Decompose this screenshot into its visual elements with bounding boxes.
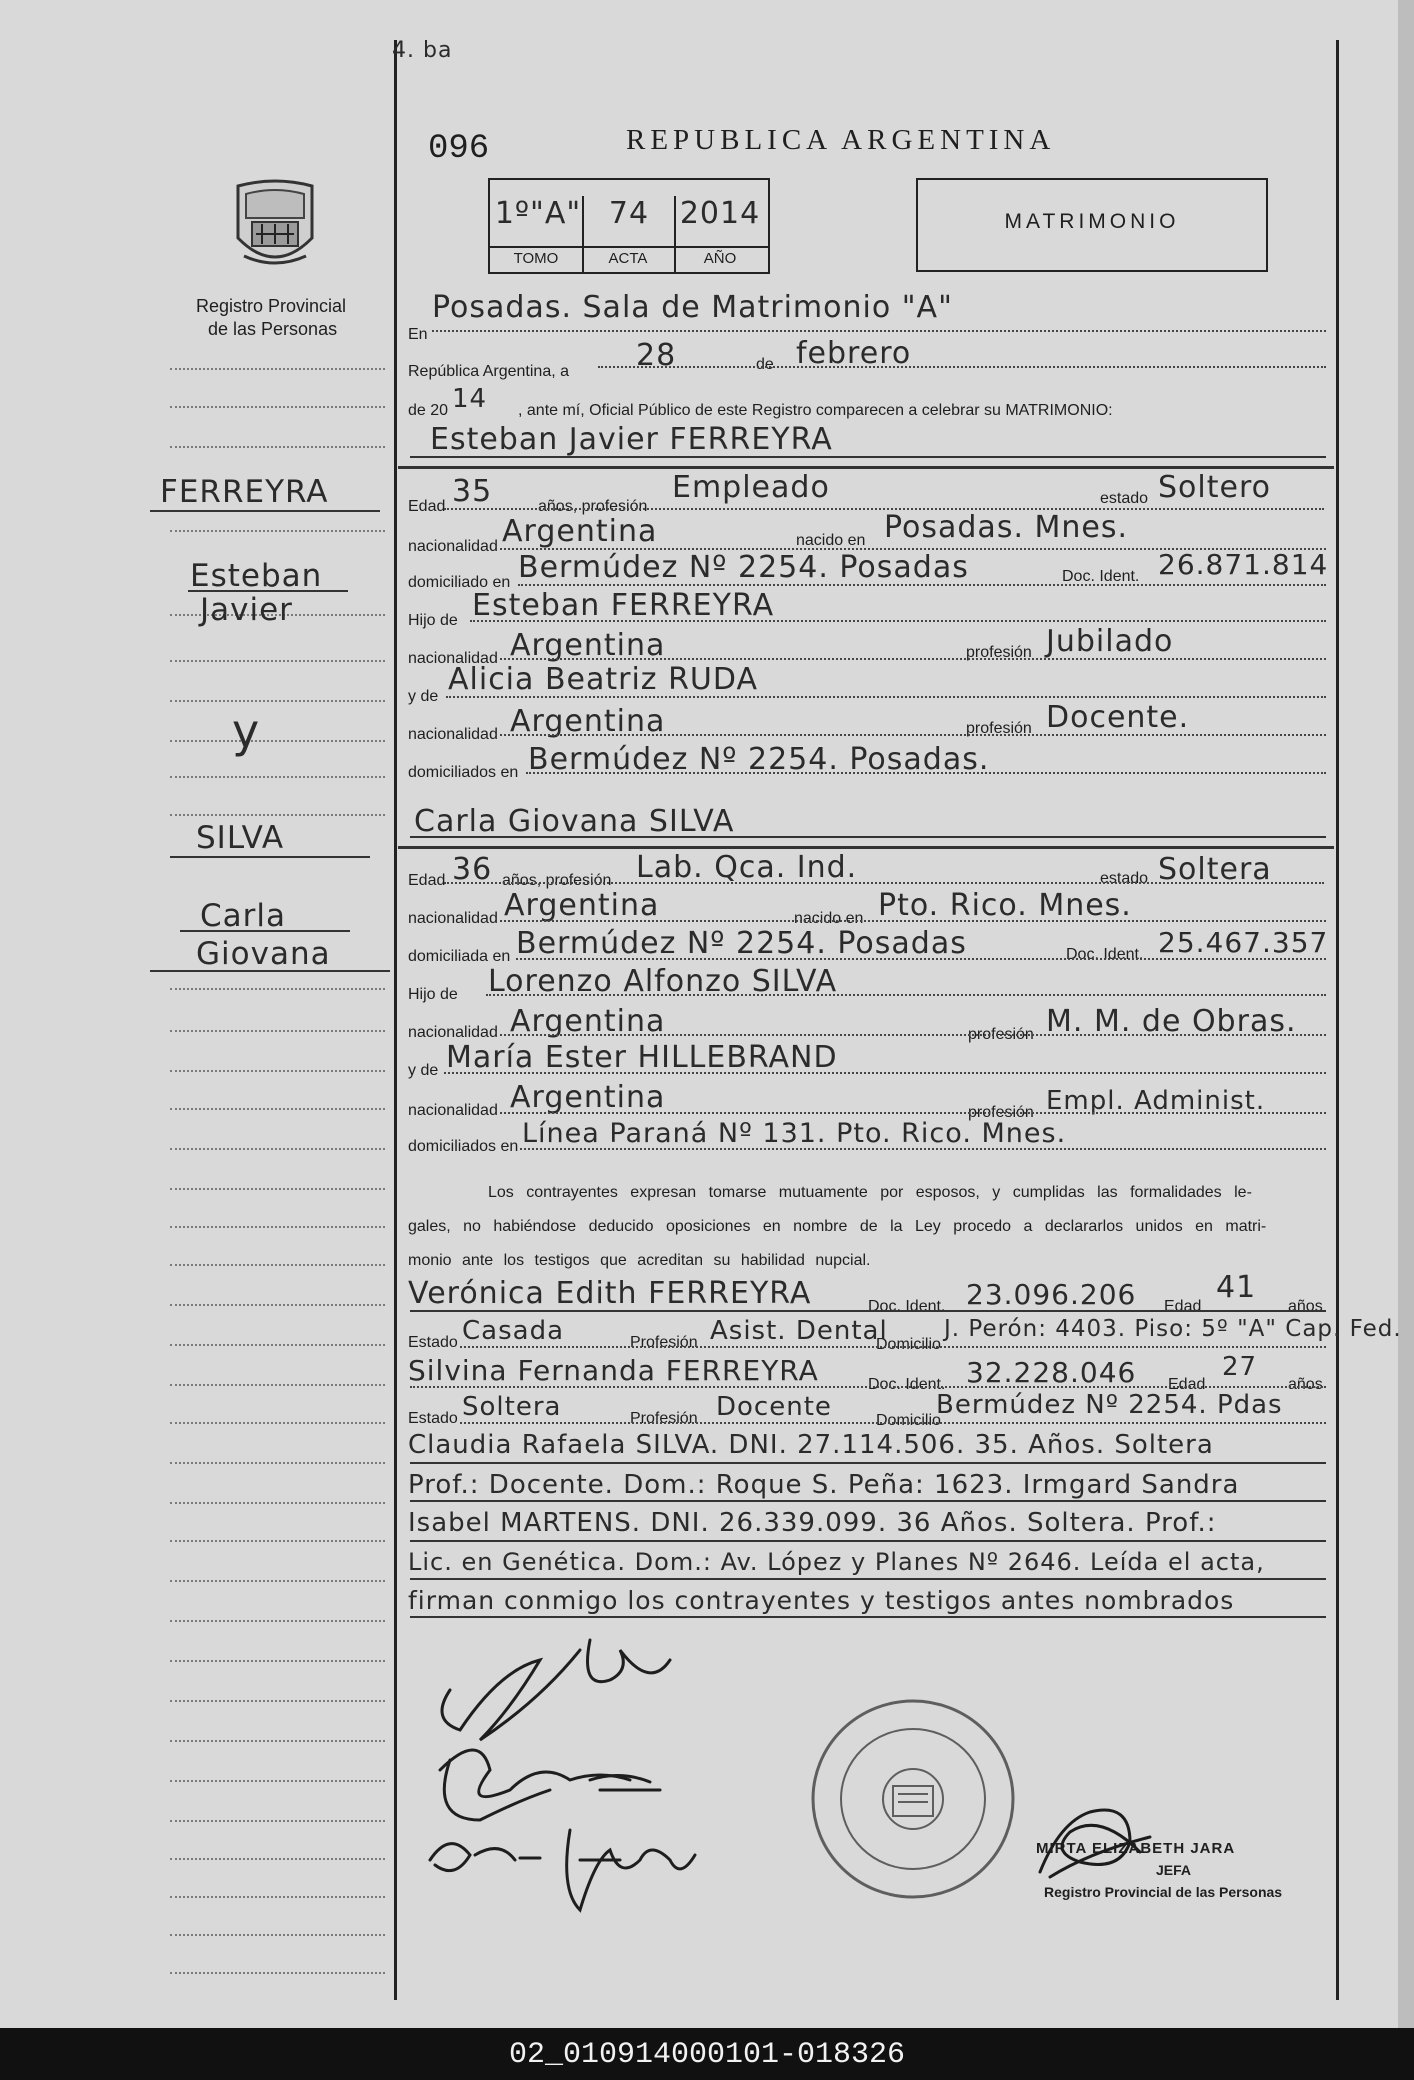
spouse1-father-profession: Jubilado bbox=[1046, 624, 1174, 659]
label-nacionalidad: nacionalidad bbox=[408, 538, 498, 555]
fill-line bbox=[486, 994, 1326, 996]
label-doc: Doc. Ident. bbox=[1066, 946, 1144, 963]
spouse1-address: Bermúdez Nº 2254. Posadas bbox=[518, 550, 969, 585]
margin-underline bbox=[180, 930, 350, 932]
margin-rule bbox=[170, 1226, 385, 1228]
fill-line bbox=[526, 772, 1326, 774]
witness2-name: Silvina Fernanda FERREYRA bbox=[408, 1354, 819, 1387]
margin-rule bbox=[170, 1384, 385, 1386]
acta-label: ACTA bbox=[608, 250, 648, 267]
official-title: JEFA bbox=[1156, 1862, 1192, 1878]
witness-extra-line2: Prof.: Docente. Dom.: Roque S. Peña: 1623. Irmgard Sandra bbox=[408, 1470, 1240, 1500]
fill-line bbox=[410, 1462, 1326, 1464]
label-en: En bbox=[408, 326, 428, 343]
spouse2-nationality: Argentina bbox=[504, 888, 660, 923]
spouse2-mother-nationality: Argentina bbox=[510, 1080, 666, 1115]
spouse1-civil-status: Soltero bbox=[1158, 470, 1271, 505]
margin-rule bbox=[170, 530, 385, 532]
margin-conjunction: y bbox=[232, 704, 261, 758]
label-year-prefix: de 20 bbox=[408, 402, 449, 419]
record-reference-box bbox=[488, 178, 770, 274]
fill-line bbox=[500, 658, 1326, 660]
witness2-profession: Docente bbox=[716, 1392, 832, 1422]
label-comparecen: , ante mí, Oficial Público de este Registro comparecen a celebrar su MATRIMONIO: bbox=[518, 402, 1113, 419]
witness1-address: J. Perón: 4403. Piso: 5º "A" Cap. Fed. bbox=[944, 1316, 1402, 1342]
spouse1-mother: Alicia Beatriz RUDA bbox=[448, 662, 758, 697]
page-mark: 4. ba bbox=[392, 38, 453, 63]
witness2-doc: 32.228.046 bbox=[966, 1356, 1137, 1389]
margin-rule bbox=[170, 446, 385, 448]
label-profesion: profesión bbox=[966, 720, 1032, 737]
spouse2-father: Lorenzo Alfonzo SILVA bbox=[488, 964, 838, 999]
margin-rule bbox=[170, 1780, 385, 1782]
ceremony-month: febrero bbox=[796, 336, 912, 371]
fill-line bbox=[444, 882, 1324, 884]
margin-underline bbox=[170, 856, 370, 858]
margin-spouse2-surname: SILVA bbox=[196, 820, 285, 856]
margin-rule bbox=[170, 1304, 385, 1306]
fill-line bbox=[500, 920, 1326, 922]
witness-extra-line4: Lic. en Genética. Dom.: Av. López y Planes Nº 2646. Leída el acta, bbox=[408, 1548, 1265, 1576]
declaration-line1: Los contrayentes expresan tomarse mutuamente por esposos, y cumplidas las formalidades le- bbox=[488, 1184, 1252, 1201]
witness2-status: Soltera bbox=[462, 1392, 562, 1422]
official-seal-stamp bbox=[808, 1696, 1018, 1902]
country-title: REPUBLICA ARGENTINA bbox=[626, 124, 1056, 156]
declaration-line3: monio ante los testigos que acreditan su habilidad nupcial. bbox=[408, 1252, 871, 1269]
official-signature bbox=[1020, 1782, 1160, 1892]
label-anos: años bbox=[1288, 1376, 1323, 1393]
label-doc: Doc. Ident. bbox=[868, 1298, 946, 1315]
label-edad: Edad bbox=[1168, 1376, 1206, 1393]
official-name: MIRTA ELIZABETH JARA bbox=[1036, 1840, 1236, 1857]
spouse1-nationality: Argentina bbox=[502, 514, 658, 549]
label-doc: Doc. Ident. bbox=[868, 1376, 946, 1393]
margin-rule bbox=[170, 1540, 385, 1542]
fill-line bbox=[410, 1616, 1326, 1618]
margin-divider-line bbox=[394, 40, 397, 2000]
spouse1-father: Esteban FERREYRA bbox=[472, 588, 775, 623]
margin-rule bbox=[170, 1108, 385, 1110]
image-identifier: 02_010914000101-018326 bbox=[508, 2038, 906, 2072]
spouse1-father-nationality: Argentina bbox=[510, 628, 666, 663]
handwritten-signatures bbox=[420, 1630, 740, 1920]
label-anos-profesion: años, profesión bbox=[538, 498, 648, 515]
margin-underline bbox=[150, 970, 390, 972]
label-profesion: Profesión bbox=[630, 1410, 698, 1427]
fill-line bbox=[518, 584, 1326, 586]
act-type-box bbox=[916, 178, 1268, 272]
ceremony-day: 28 bbox=[636, 338, 677, 373]
coat-of-arms-logo bbox=[230, 178, 320, 278]
fill-line bbox=[410, 1540, 1326, 1542]
margin-rule bbox=[170, 1934, 385, 1936]
witness2-age: 27 bbox=[1222, 1352, 1258, 1382]
label-edad: Edad bbox=[408, 872, 446, 889]
margin-rule bbox=[170, 1700, 385, 1702]
fill-line bbox=[444, 1072, 1326, 1074]
ceremony-year: 14 bbox=[452, 384, 488, 414]
spouse1-full-name: Esteban Javier FERREYRA bbox=[430, 422, 833, 457]
label-domiciliada: domiciliada en bbox=[408, 948, 511, 965]
spouse2-mother: María Ester HILLEBRAND bbox=[446, 1040, 838, 1075]
witness-extra-line1: Claudia Rafaela SILVA. DNI. 27.114.506. 35. Años. Soltera bbox=[408, 1430, 1214, 1460]
spouse2-father-profession: M. M. de Obras. bbox=[1046, 1004, 1297, 1039]
label-profesion: profesión bbox=[968, 1104, 1034, 1121]
witness1-name: Verónica Edith FERREYRA bbox=[408, 1276, 812, 1311]
label-doc: Doc. Ident. bbox=[1062, 568, 1140, 585]
label-anos-profesion: años, profesión bbox=[502, 872, 612, 889]
witness1-doc: 23.096.206 bbox=[966, 1278, 1137, 1311]
spouse2-full-name: Carla Giovana SILVA bbox=[414, 804, 735, 839]
witness1-status: Casada bbox=[462, 1316, 565, 1346]
label-edad: Edad bbox=[1164, 1298, 1202, 1315]
margin-rule bbox=[170, 1188, 385, 1190]
margin-underline bbox=[150, 510, 380, 512]
label-estado: Estado bbox=[408, 1410, 458, 1427]
label-hijo: Hijo de bbox=[408, 612, 458, 629]
margin-rule bbox=[170, 1896, 385, 1898]
margin-rule bbox=[170, 814, 385, 816]
label-y-de: y de bbox=[408, 688, 439, 705]
margin-rule bbox=[170, 1580, 385, 1582]
label-nacido: nacido en bbox=[794, 910, 864, 927]
label-nacionalidad: nacionalidad bbox=[408, 1024, 498, 1041]
label-anos: años bbox=[1288, 1298, 1323, 1315]
margin-rule bbox=[170, 700, 385, 702]
label-nacido: nacido en bbox=[796, 532, 866, 549]
margin-spouse1-surname: FERREYRA bbox=[160, 474, 329, 510]
margin-rule bbox=[170, 776, 385, 778]
fill-line bbox=[410, 1500, 1326, 1502]
fill-line bbox=[460, 1346, 1326, 1348]
margin-spouse1-name1: Esteban bbox=[190, 558, 323, 594]
margin-rule bbox=[170, 1422, 385, 1424]
label-nacionalidad: nacionalidad bbox=[408, 650, 498, 667]
acta-value: 74 bbox=[608, 196, 650, 231]
label-republica: República Argentina, a bbox=[408, 363, 569, 380]
label-profesion: profesión bbox=[968, 1026, 1034, 1043]
section-divider bbox=[398, 846, 1334, 849]
record-box-divider bbox=[490, 246, 768, 248]
spouse1-profession: Empleado bbox=[672, 470, 830, 505]
spouse2-parents-address: Línea Paraná Nº 131. Pto. Rico. Mnes. bbox=[522, 1118, 1067, 1149]
registry-name-line2: de las Personas bbox=[208, 319, 338, 339]
spouse2-birthplace: Pto. Rico. Mnes. bbox=[878, 888, 1132, 923]
fill-line bbox=[410, 1386, 1326, 1388]
spouse1-mother-profession: Docente. bbox=[1046, 700, 1190, 735]
tomo-label: TOMO bbox=[513, 250, 559, 267]
margin-rule bbox=[170, 1740, 385, 1742]
margin-spouse2-name2: Giovana bbox=[196, 936, 331, 972]
act-type-label: MATRIMONIO bbox=[1004, 210, 1180, 233]
spouse2-profession: Lab. Qca. Ind. bbox=[636, 850, 858, 885]
right-border-line bbox=[1336, 40, 1339, 2000]
label-y-de: y de bbox=[408, 1062, 439, 1079]
anio-label: AÑO bbox=[703, 250, 737, 267]
margin-rule bbox=[170, 660, 385, 662]
margin-rule bbox=[170, 1820, 385, 1822]
label-hijo: Hijo de bbox=[408, 986, 458, 1003]
fill-line bbox=[500, 734, 1326, 736]
margin-spouse1-name2: Javier bbox=[200, 592, 293, 628]
spouse2-doc: 25.467.357 bbox=[1158, 926, 1329, 959]
label-edad: Edad bbox=[408, 498, 446, 515]
label-nacionalidad: nacionalidad bbox=[408, 910, 498, 927]
label-domiciliados: domiciliados en bbox=[408, 764, 519, 781]
margin-spouse2-name1: Carla bbox=[200, 898, 286, 934]
folio-number: 096 bbox=[428, 130, 490, 168]
label-estado: estado bbox=[1100, 870, 1149, 887]
tomo-value: 1º"A" bbox=[494, 196, 582, 231]
margin-rule bbox=[170, 1462, 385, 1464]
margin-rule bbox=[170, 1344, 385, 1346]
fill-line bbox=[500, 1034, 1326, 1036]
witness2-address: Bermúdez Nº 2254. Pdas bbox=[936, 1390, 1283, 1420]
label-domicilio: Domicilio bbox=[876, 1336, 941, 1353]
label-de: de bbox=[756, 356, 774, 373]
official-office: Registro Provincial de las Personas bbox=[1044, 1884, 1283, 1900]
witness-extra-line5: firman conmigo los contrayentes y testigos antes nombrados bbox=[408, 1586, 1235, 1615]
fill-line bbox=[598, 366, 1326, 368]
fill-line bbox=[410, 1578, 1326, 1580]
spouse2-civil-status: Soltera bbox=[1158, 852, 1272, 887]
spouse2-father-nationality: Argentina bbox=[510, 1004, 666, 1039]
label-nacionalidad: nacionalidad bbox=[408, 1102, 498, 1119]
spouse2-mother-profession: Empl. Administ. bbox=[1046, 1086, 1266, 1116]
fill-line bbox=[410, 836, 1326, 838]
spouse1-parents-address: Bermúdez Nº 2254. Posadas. bbox=[528, 742, 990, 777]
fill-line bbox=[470, 620, 1326, 622]
spouse2-address: Bermúdez Nº 2254. Posadas bbox=[516, 926, 967, 961]
fill-line bbox=[410, 456, 1326, 458]
margin-rule bbox=[170, 1972, 385, 1974]
label-profesion: profesión bbox=[966, 644, 1032, 661]
spouse1-age: 35 bbox=[452, 474, 493, 509]
right-page-edge bbox=[1398, 0, 1414, 2028]
fill-line bbox=[410, 1310, 1326, 1312]
margin-rule bbox=[170, 988, 385, 990]
margin-rule bbox=[170, 368, 385, 370]
witness1-profession: Asist. Dental bbox=[710, 1316, 888, 1346]
section-divider bbox=[398, 466, 1334, 469]
margin-rule bbox=[170, 406, 385, 408]
fill-line bbox=[460, 1422, 1326, 1424]
fill-line bbox=[516, 958, 1326, 960]
anio-value: 2014 bbox=[679, 196, 761, 231]
witness1-age: 41 bbox=[1216, 1270, 1257, 1305]
fill-line bbox=[500, 1112, 1326, 1114]
label-estado: estado bbox=[1100, 490, 1149, 507]
fill-line bbox=[446, 696, 1326, 698]
margin-rule bbox=[170, 1502, 385, 1504]
spouse1-mother-nationality: Argentina bbox=[510, 704, 666, 739]
label-domicilio: Domicilio bbox=[876, 1412, 941, 1429]
label-domiciliados: domiciliados en bbox=[408, 1138, 519, 1155]
label-estado: Estado bbox=[408, 1334, 458, 1351]
margin-rule bbox=[170, 1264, 385, 1266]
declaration-line2: gales, no habiéndose deducido oposiciones en nombre de la Ley procedo a declararlos unidos en matri- bbox=[408, 1218, 1267, 1235]
margin-rule bbox=[170, 1070, 385, 1072]
spouse1-birthplace: Posadas. Mnes. bbox=[884, 510, 1129, 545]
spouse1-doc: 26.871.814 bbox=[1158, 548, 1329, 581]
margin-rule bbox=[170, 1620, 385, 1622]
label-nacionalidad: nacionalidad bbox=[408, 726, 498, 743]
label-domiciliado: domiciliado en bbox=[408, 574, 511, 591]
registry-name-line1: Registro Provincial bbox=[196, 296, 347, 316]
spouse2-age: 36 bbox=[452, 852, 493, 887]
ceremony-place: Posadas. Sala de Matrimonio "A" bbox=[432, 290, 953, 325]
margin-rule bbox=[170, 1660, 385, 1662]
margin-rule bbox=[170, 740, 385, 742]
margin-rule bbox=[170, 1030, 385, 1032]
witness-extra-line3: Isabel MARTENS. DNI. 26.339.099. 36 Años. Soltera. Prof.: bbox=[408, 1508, 1217, 1538]
label-profesion: Profesión bbox=[630, 1334, 698, 1351]
margin-rule bbox=[170, 1148, 385, 1150]
margin-rule bbox=[170, 1858, 385, 1860]
fill-line bbox=[432, 330, 1326, 332]
fill-line bbox=[520, 1148, 1326, 1150]
